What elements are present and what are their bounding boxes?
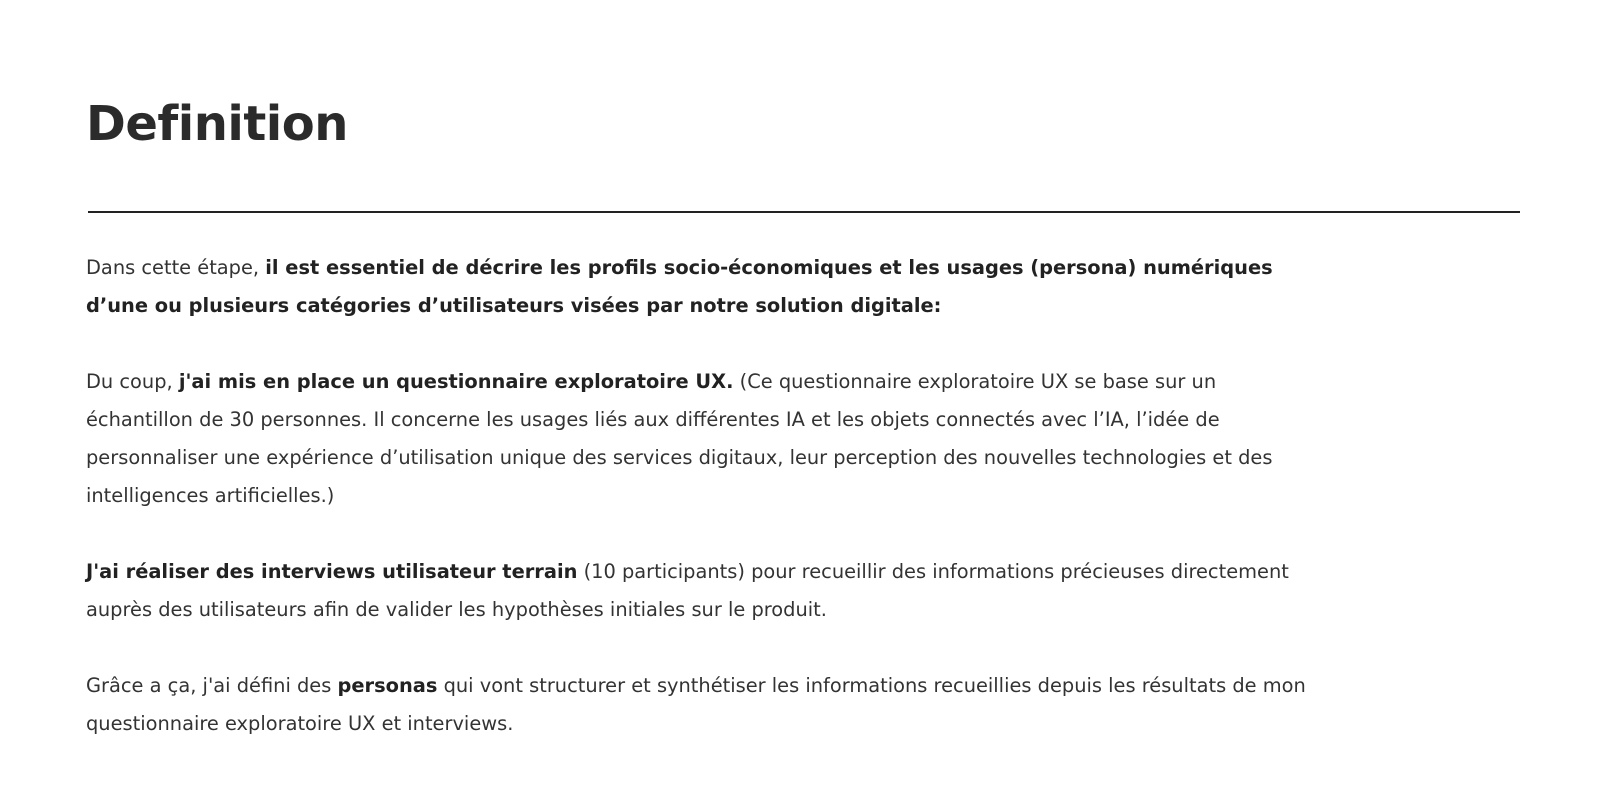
text-run: (10 participants) pour recueillir des informations précieuses directement auprès des utilisateurs afin de valider les hypothèses initiales sur le produit. [86,560,1289,621]
emphasis-text: personas [337,674,438,697]
emphasis-text: J'ai réaliser des interviews utilisateur terrain [86,560,578,583]
section-divider [88,211,1520,213]
text-run: Grâce a ça, j'ai défini des [86,674,338,697]
section-title: Definition [86,96,348,152]
paragraph-interviews [86,553,1310,629]
paragraph-intro [86,249,1310,325]
section-body [86,249,1310,781]
paragraph-questionnaire [86,363,1310,515]
text-run: qui vont structurer et synthétiser les informations recueillies depuis les résultats de mon questionnaire exploratoire UX et interviews. [86,674,1306,735]
emphasis-text: j'ai mis en place un questionnaire exploratoire UX. [178,370,734,393]
emphasis-text: il est essentiel de décrire les profils socio-économiques et les usages (persona) numériques d’une ou plusieurs catégories d’utilisateurs visées par notre solution digitale: [86,256,1273,317]
text-run: Dans cette étape, [86,256,266,279]
text-run: Du coup, [86,370,179,393]
text-run: (Ce questionnaire exploratoire UX se base sur un échantillon de 30 personnes. Il concerne les usages liés aux différentes IA et les objets connectés avec l’IA, l’idée de personnaliser une expérience d’utilisation unique des services digitaux, leur perception des nouvelles technologies et des intelligences artificielles.) [86,370,1273,507]
paragraph-personas [86,667,1310,743]
